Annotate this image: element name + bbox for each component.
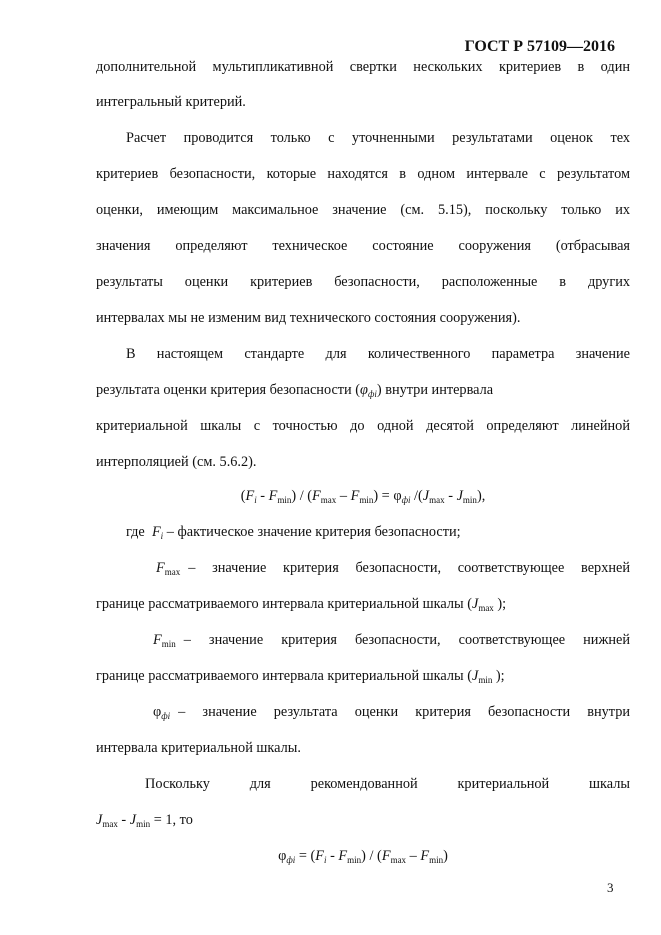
text-line: критериев безопасности, которые находятся в одном интервале с результатом xyxy=(96,166,630,182)
text-line: дополнительной мультипликативной свертки нескольких критериев в один xyxy=(96,59,630,75)
formula-2: $\varphi_{фi} = (F_i - F_{min}) / (F_{max} - F_{min})$ xyxy=(278,848,448,865)
text-line: $J_{max} - J_{min} = 1$, то xyxy=(96,812,193,829)
text-segment: результата оценки критерия безопасности $(\varphi_{фi})$ внутри интервала xyxy=(96,382,494,399)
text-line: значения определяют техническое состояние сооружения (отбрасывая xyxy=(96,238,630,254)
definition-fmax-cont: границе рассматриваемого интервала критериальной шкалы ($J_{max}$ ); xyxy=(96,596,507,613)
text-line: результаты оценки критериев безопасности, расположенные в других xyxy=(96,274,630,290)
text-line xyxy=(96,381,630,399)
definition-phi-cont: интервала критериальной шкалы. xyxy=(96,740,301,756)
text-line: оценки, имеющим максимальное значение (см. 5.15), поскольку только их xyxy=(96,202,630,218)
definition-fi: где $F_i$ – фактическое значение критерия безопасности; xyxy=(126,524,461,541)
text-line: интервалах мы не изменим вид технического состояния сооружения). xyxy=(96,310,521,326)
text-line: В настоящем стандарте для количественного параметра значение xyxy=(126,346,630,362)
page-number: 3 xyxy=(607,880,614,895)
document-header: ГОСТ Р 57109—2016 xyxy=(464,38,615,55)
text-line: критериальной шкалы с точностью до одной десятой определяют линейной xyxy=(96,418,630,434)
text-line: Поскольку для рекомендованной критериальной шкалы xyxy=(145,776,630,792)
text-line: интегральный критерий. xyxy=(96,94,246,110)
definition-fmax: $F_{max}$ – значение критерия безопасности, соответствующее верхней xyxy=(156,560,630,577)
definition-fmin-cont: границе рассматриваемого интервала критериальной шкалы ($J_{min}$ ); xyxy=(96,668,505,685)
formula-1: $(F_i - F_{min}) / (F_{max} - F_{min}) = \varphi_{фi}$ $/(J_{max} - J_{min})$, xyxy=(240,488,486,505)
text-line: Расчет проводится только с уточненными результатами оценок тех xyxy=(126,130,630,146)
definition-fmin: $F_{min}$ – значение критерия безопасности, соответствующее нижней xyxy=(153,632,630,649)
definition-phi: $\varphi_{фi}$ – значение результата оценки критерия безопасности внутри xyxy=(153,704,630,721)
text-line: интерполяцией (см. 5.6.2). xyxy=(96,454,257,470)
